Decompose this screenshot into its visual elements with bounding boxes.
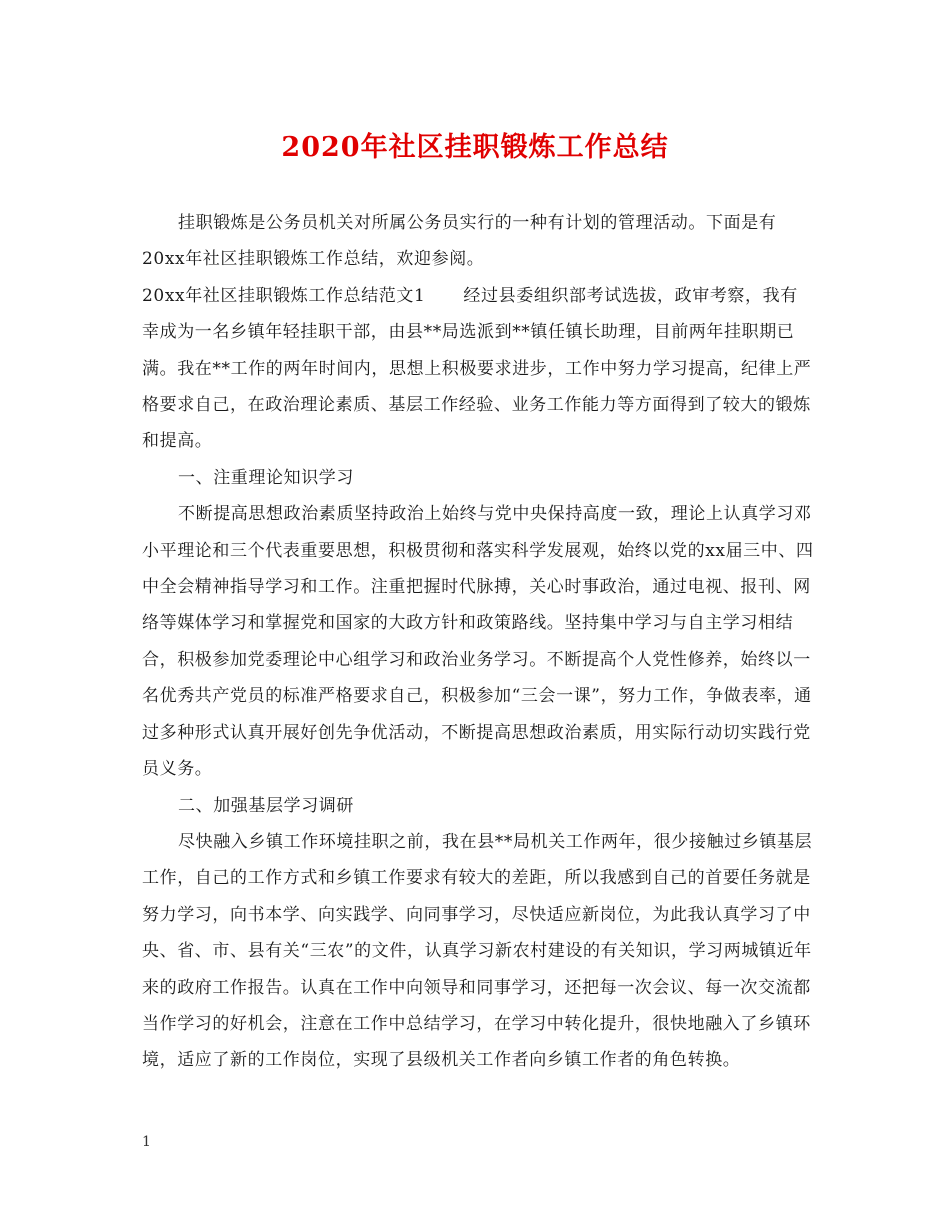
document-title: 2020年社区挂职锻炼工作总结 <box>281 132 669 163</box>
sample-paragraph <box>142 278 814 460</box>
section2-paragraph: 尽快融入乡镇工作环境挂职之前，我在县**局机关工作两年，很少接触过乡镇基层工作，自己的工作方式和乡镇工作要求有较大的差距，所以我感到自己的首要任务就是努力学习，向书本学、向实践学、向同事学习，尽快适应新岗位，为此我认真学习了中央、省、市、县有关“三农”的文件，认真学习新农村建设的有关知识，学习两城镇近年来的政府工作报告。认真在工作中向领导和同事学习，还把每一次会议、每一次交流都当作学习的好机会，注意在工作中总结学习，在学习中转化提升，很快地融入了乡镇环境，适应了新的工作岗位，实现了县级机关工作者向乡镇工作者的角色转换。 <box>142 831 813 1071</box>
sample-text: 经过县委组织部考试选拔，政审考察，我有幸成为一名乡镇年轻挂职干部，由县**局选派到**镇任镇长助理，目前两年挂职期已满。我在**工作的两年时间内，思想上积极要求进步，工作中努力学习提高，纪律上严格要求自己，在政治理论素质、基层工作经验、业务工作能力等方面得到了较大的锻炼和提高。 <box>142 285 812 452</box>
section1-heading: 一、注重理论知识学习 <box>178 467 354 488</box>
section1-paragraph: 不断提高思想政治素质坚持政治上始终与党中央保持高度一致，理论上认真学习邓小平理论和三个代表重要思想，积极贯彻和落实科学发展观，始终以党的xx届三中、四中全会精神指导学习和工作。注重把握时代脉搏，关心时事政治，通过电视、报刊、网络等媒体学习和掌握党和国家的大政方针和政策路线。坚持集中学习与自主学习相结合，积极参加党委理论中心组学习和政治业务学习。不断提高个人党性修养，始终以一名优秀共产党员的标准严格要求自己，积极参加“三会一课”，努力工作，争做表率，通过多种形式认真开展好创先争优活动，不断提高思想政治素质，用实际行动切实践行党员义务。 <box>142 504 814 780</box>
sample-label: 20xx年社区挂职锻炼工作总结范文1 <box>142 285 426 306</box>
document-body <box>142 205 814 1079</box>
intro-paragraph: 挂职锻炼是公务员机关对所属公务员实行的一种有计划的管理活动。下面是有20xx年社区挂职锻炼工作总结，欢迎参阅。 <box>142 213 777 270</box>
page-number: 1 <box>142 1134 151 1150</box>
section2-heading: 二、加强基层学习调研 <box>178 795 354 816</box>
